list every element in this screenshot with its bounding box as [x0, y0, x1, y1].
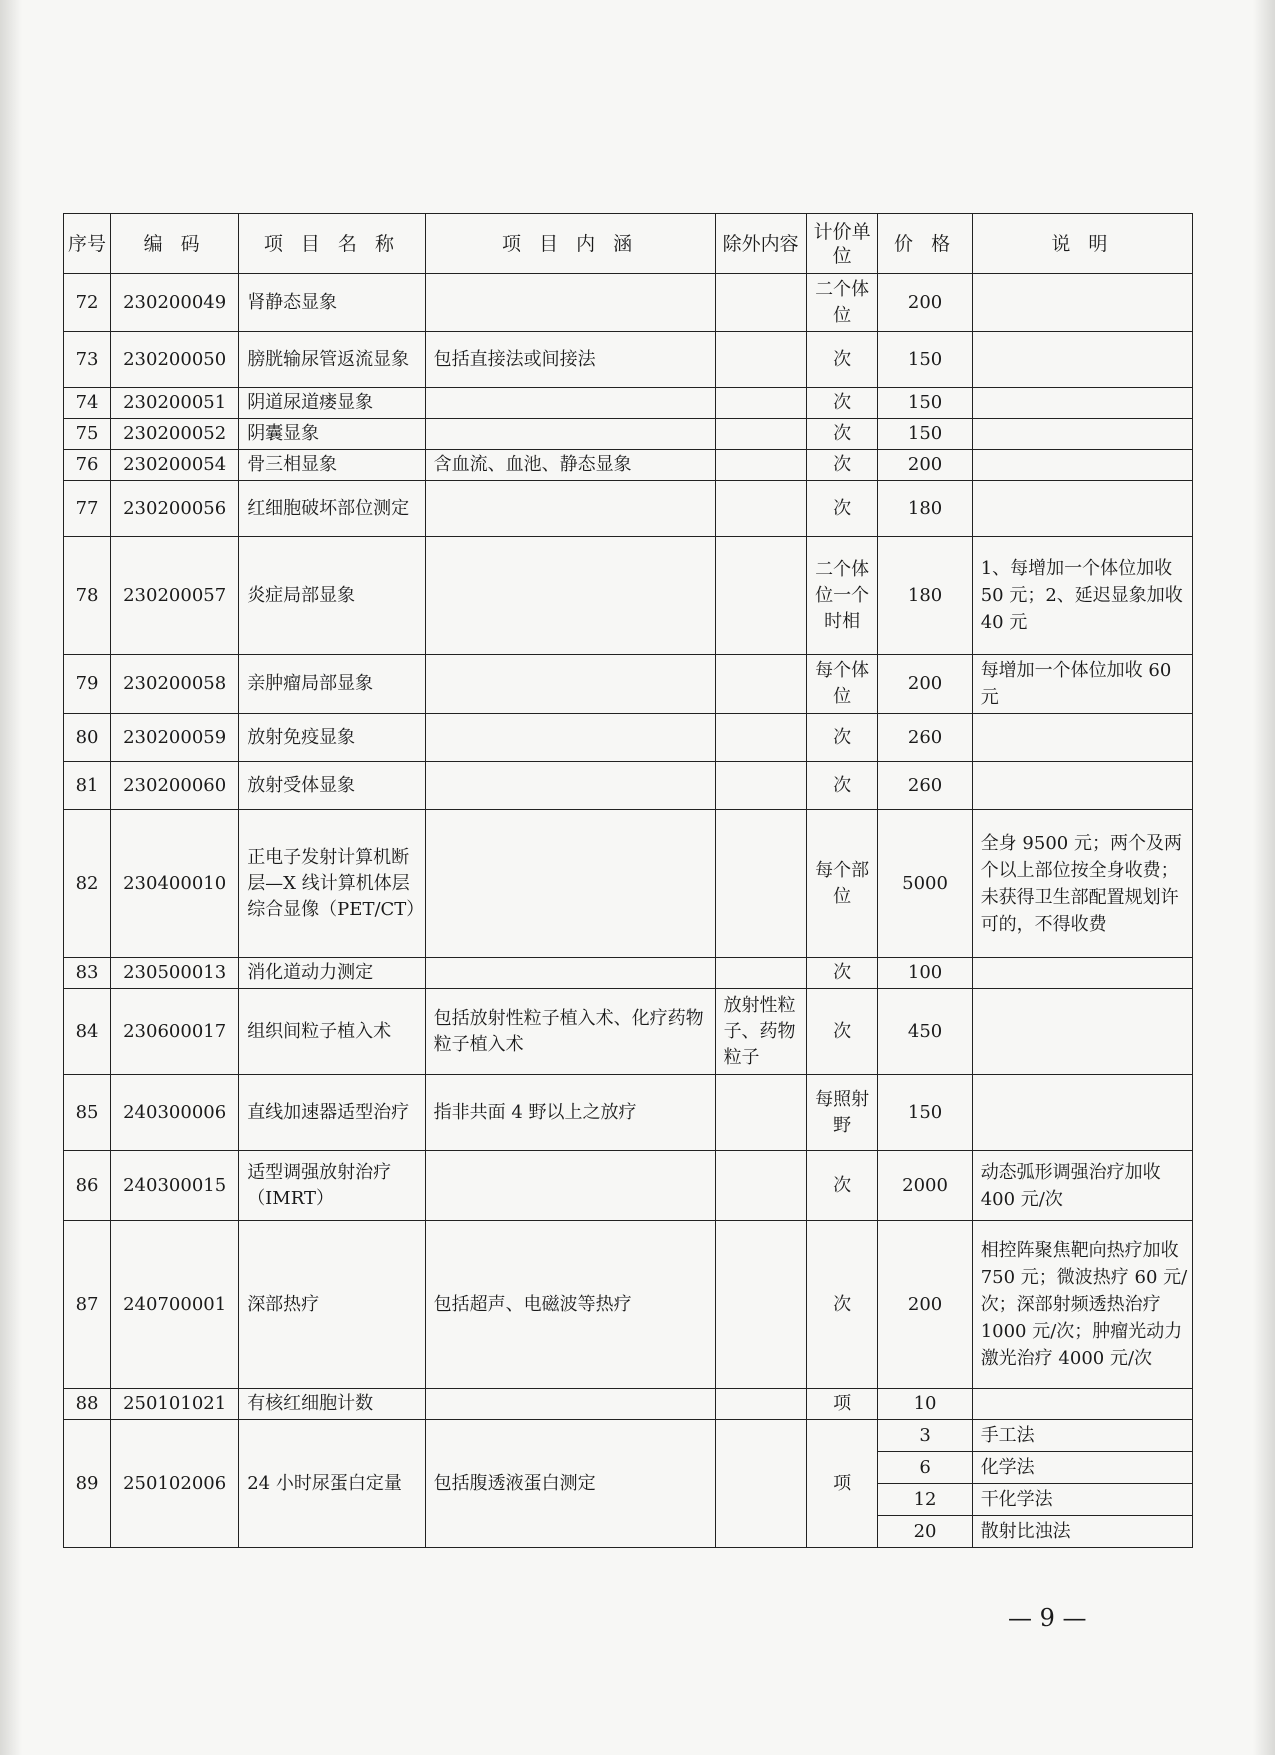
cell-notes [972, 989, 1192, 1075]
cell-unit: 次 [806, 958, 878, 989]
table-header [64, 214, 1193, 274]
cell-name: 组织间粒子植入术 [239, 989, 425, 1075]
cell-seq: 84 [64, 989, 111, 1075]
cell-price: 150 [878, 419, 972, 450]
cell-content [425, 537, 715, 655]
cell-unit: 次 [806, 388, 878, 419]
cell-name: 骨三相显象 [239, 450, 425, 481]
cell-price: 150 [878, 332, 972, 388]
cell-unit: 二个体位 [806, 274, 878, 332]
cell-price: 200 [878, 655, 972, 714]
cell-name: 放射免疫显象 [239, 714, 425, 762]
cell-notes [972, 714, 1192, 762]
cell-name: 肾静态显象 [239, 274, 425, 332]
cell-unit: 每个部位 [806, 810, 878, 958]
table-body [64, 274, 1193, 1548]
table-row [64, 332, 1193, 388]
cell-exclusions [715, 714, 806, 762]
cell-method: 干化学法 [972, 1484, 1192, 1516]
cell-notes [972, 450, 1192, 481]
header-price: 价 格 [878, 214, 972, 274]
cell-exclusions [715, 388, 806, 419]
cell-code: 240700001 [111, 1221, 239, 1389]
cell-price: 12 [878, 1484, 972, 1516]
cell-name: 适型调强放射治疗（IMRT） [239, 1151, 425, 1221]
table-row [64, 274, 1193, 332]
cell-price: 260 [878, 714, 972, 762]
cell-content [425, 655, 715, 714]
cell-exclusions [715, 419, 806, 450]
cell-code: 240300015 [111, 1151, 239, 1221]
cell-code: 230600017 [111, 989, 239, 1075]
cell-seq: 77 [64, 481, 111, 537]
header-row [64, 214, 1193, 274]
cell-seq: 72 [64, 274, 111, 332]
cell-name: 直线加速器适型治疗 [239, 1075, 425, 1151]
cell-exclusions [715, 1151, 806, 1221]
cell-code: 230200054 [111, 450, 239, 481]
cell-exclusions [715, 1420, 806, 1548]
cell-unit: 次 [806, 1151, 878, 1221]
cell-price: 180 [878, 481, 972, 537]
cell-unit: 每个体位 [806, 655, 878, 714]
cell-seq: 79 [64, 655, 111, 714]
cell-code: 230200050 [111, 332, 239, 388]
cell-seq: 85 [64, 1075, 111, 1151]
cell-unit: 次 [806, 481, 878, 537]
cell-exclusions: 放射性粒子、药物粒子 [715, 989, 806, 1075]
cell-exclusions [715, 810, 806, 958]
cell-notes [972, 388, 1192, 419]
cell-price: 180 [878, 537, 972, 655]
cell-exclusions [715, 1221, 806, 1389]
cell-price: 200 [878, 1221, 972, 1389]
cell-exclusions [715, 655, 806, 714]
cell-seq: 74 [64, 388, 111, 419]
cell-method: 化学法 [972, 1452, 1192, 1484]
cell-name: 亲肿瘤局部显象 [239, 655, 425, 714]
cell-content [425, 274, 715, 332]
cell-price: 150 [878, 388, 972, 419]
cell-seq: 83 [64, 958, 111, 989]
cell-price: 10 [878, 1389, 972, 1420]
page-number: — 9 — [1008, 1604, 1087, 1632]
table-row [64, 958, 1193, 989]
cell-code: 230200059 [111, 714, 239, 762]
cell-exclusions [715, 1075, 806, 1151]
table-row [64, 1389, 1193, 1420]
cell-content: 含血流、血池、静态显象 [425, 450, 715, 481]
cell-exclusions [715, 762, 806, 810]
cell-seq: 87 [64, 1221, 111, 1389]
table-row [64, 450, 1193, 481]
cell-code: 250102006 [111, 1420, 239, 1548]
cell-content [425, 762, 715, 810]
cell-price: 5000 [878, 810, 972, 958]
table-row [64, 1221, 1193, 1389]
cell-unit: 次 [806, 450, 878, 481]
cell-notes: 相控阵聚焦靶向热疗加收 750 元；微波热疗 60 元/次；深部射频透热治疗 1000 元/次；肿瘤光动力激光治疗 4000 元/次 [972, 1221, 1192, 1389]
cell-unit: 次 [806, 714, 878, 762]
cell-seq: 86 [64, 1151, 111, 1221]
table-row-89 [64, 1420, 1193, 1452]
header-content: 项 目 内 涵 [425, 214, 715, 274]
cell-name: 深部热疗 [239, 1221, 425, 1389]
cell-content: 指非共面 4 野以上之放疗 [425, 1075, 715, 1151]
cell-name: 放射受体显象 [239, 762, 425, 810]
cell-code: 230200057 [111, 537, 239, 655]
cell-notes: 每增加一个体位加收 60 元 [972, 655, 1192, 714]
cell-unit: 次 [806, 332, 878, 388]
cell-notes: 动态弧形调强治疗加收 400 元/次 [972, 1151, 1192, 1221]
cell-method: 手工法 [972, 1420, 1192, 1452]
cell-seq: 82 [64, 810, 111, 958]
cell-price: 6 [878, 1452, 972, 1484]
cell-content: 包括腹透液蛋白测定 [425, 1420, 715, 1548]
page-edge-right [1253, 0, 1275, 1755]
header-code: 编 码 [111, 214, 239, 274]
table-row [64, 810, 1193, 958]
price-table [63, 213, 1193, 1548]
cell-name: 炎症局部显象 [239, 537, 425, 655]
cell-seq: 76 [64, 450, 111, 481]
cell-price: 200 [878, 450, 972, 481]
cell-code: 230500013 [111, 958, 239, 989]
table-row [64, 1151, 1193, 1221]
cell-seq: 88 [64, 1389, 111, 1420]
table-row [64, 419, 1193, 450]
cell-code: 230200058 [111, 655, 239, 714]
cell-seq: 80 [64, 714, 111, 762]
cell-notes [972, 1389, 1192, 1420]
cell-exclusions [715, 537, 806, 655]
cell-code: 250101021 [111, 1389, 239, 1420]
cell-code: 230400010 [111, 810, 239, 958]
cell-name: 阴囊显象 [239, 419, 425, 450]
cell-notes [972, 762, 1192, 810]
cell-unit: 次 [806, 989, 878, 1075]
cell-price: 2000 [878, 1151, 972, 1221]
cell-code: 230200060 [111, 762, 239, 810]
table-row [64, 714, 1193, 762]
cell-content [425, 714, 715, 762]
cell-content [425, 1389, 715, 1420]
cell-seq: 89 [64, 1420, 111, 1548]
cell-exclusions [715, 332, 806, 388]
cell-notes [972, 1075, 1192, 1151]
cell-exclusions [715, 481, 806, 537]
cell-name: 消化道动力测定 [239, 958, 425, 989]
cell-price: 3 [878, 1420, 972, 1452]
header-name: 项 目 名 称 [239, 214, 425, 274]
cell-name: 正电子发射计算机断层—X 线计算机体层综合显像（PET/CT） [239, 810, 425, 958]
cell-seq: 75 [64, 419, 111, 450]
cell-price: 260 [878, 762, 972, 810]
cell-method: 散射比浊法 [972, 1516, 1192, 1548]
table-row [64, 537, 1193, 655]
cell-price: 20 [878, 1516, 972, 1548]
cell-content [425, 810, 715, 958]
cell-code: 230200056 [111, 481, 239, 537]
table-row [64, 762, 1193, 810]
cell-seq: 73 [64, 332, 111, 388]
cell-code: 230200049 [111, 274, 239, 332]
header-exclusions: 除外内容 [715, 214, 806, 274]
cell-notes [972, 419, 1192, 450]
cell-unit: 二个体位一个时相 [806, 537, 878, 655]
cell-notes [972, 274, 1192, 332]
cell-content: 包括放射性粒子植入术、化疗药物粒子植入术 [425, 989, 715, 1075]
cell-exclusions [715, 958, 806, 989]
cell-content [425, 388, 715, 419]
cell-notes: 1、每增加一个体位加收 50 元；2、延迟显象加收 40 元 [972, 537, 1192, 655]
page-edge-left [0, 0, 22, 1755]
cell-code: 230200052 [111, 419, 239, 450]
cell-price: 200 [878, 274, 972, 332]
table-row [64, 388, 1193, 419]
cell-content [425, 958, 715, 989]
cell-exclusions [715, 1389, 806, 1420]
cell-content: 包括直接法或间接法 [425, 332, 715, 388]
cell-name: 24 小时尿蛋白定量 [239, 1420, 425, 1548]
cell-name: 膀胱输尿管返流显象 [239, 332, 425, 388]
header-seq: 序号 [64, 214, 111, 274]
cell-name: 有核红细胞计数 [239, 1389, 425, 1420]
cell-exclusions [715, 450, 806, 481]
header-unit: 计价单位 [806, 214, 878, 274]
cell-code: 240300006 [111, 1075, 239, 1151]
cell-notes [972, 958, 1192, 989]
table-row [64, 989, 1193, 1075]
header-notes: 说 明 [972, 214, 1192, 274]
cell-name: 阴道尿道瘘显象 [239, 388, 425, 419]
cell-notes [972, 332, 1192, 388]
cell-unit: 项 [806, 1389, 878, 1420]
cell-unit: 项 [806, 1420, 878, 1548]
cell-notes [972, 481, 1192, 537]
table-row [64, 481, 1193, 537]
cell-content [425, 1151, 715, 1221]
cell-content [425, 419, 715, 450]
cell-price: 100 [878, 958, 972, 989]
cell-unit: 每照射野 [806, 1075, 878, 1151]
cell-exclusions [715, 274, 806, 332]
cell-seq: 78 [64, 537, 111, 655]
cell-price: 150 [878, 1075, 972, 1151]
cell-seq: 81 [64, 762, 111, 810]
cell-unit: 次 [806, 1221, 878, 1389]
table-row [64, 1075, 1193, 1151]
cell-content [425, 481, 715, 537]
cell-price: 450 [878, 989, 972, 1075]
cell-code: 230200051 [111, 388, 239, 419]
cell-unit: 次 [806, 419, 878, 450]
cell-content: 包括超声、电磁波等热疗 [425, 1221, 715, 1389]
cell-name: 红细胞破坏部位测定 [239, 481, 425, 537]
cell-unit: 次 [806, 762, 878, 810]
cell-notes: 全身 9500 元；两个及两个以上部位按全身收费；未获得卫生部配置规划许可的，不得收费 [972, 810, 1192, 958]
table-row [64, 655, 1193, 714]
